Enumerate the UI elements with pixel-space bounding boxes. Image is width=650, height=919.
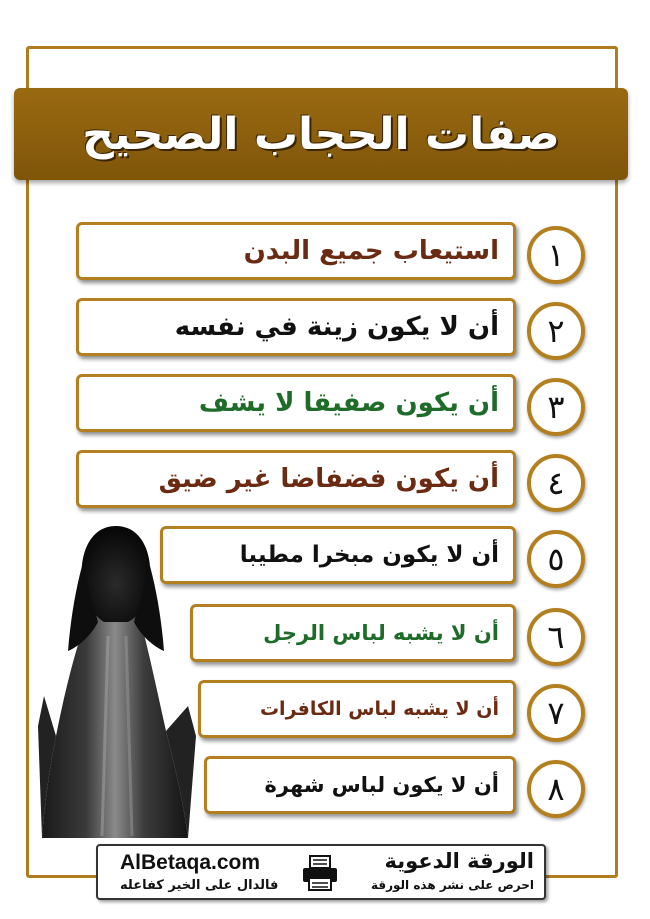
title-banner [14, 88, 628, 180]
list-item-7 [198, 680, 516, 738]
item-number-1: ١ [527, 226, 585, 284]
veiled-woman-illustration [38, 526, 196, 846]
list-item-3 [76, 374, 516, 432]
item-number-3: ٣ [527, 378, 585, 436]
item-number-6: ٦ [527, 608, 585, 666]
item-text-4: أن يكون فضفاضا غير ضيق [158, 464, 499, 494]
slogan-text: فالدال على الخير كفاعله [120, 878, 279, 893]
site-url[interactable]: AlBetaqa.com [120, 851, 261, 874]
item-text-5: أن لا يكون مبخرا مطيبا [239, 542, 499, 568]
list-item-1 [76, 222, 516, 280]
item-text-3: أن يكون صفيقا لا يشف [198, 388, 499, 418]
printer-icon [301, 854, 339, 892]
item-text-8: أن لا يكون لباس شهرة [264, 773, 499, 797]
item-text-1: استيعاب جميع البدن [243, 236, 499, 266]
item-text-7: أن لا يشبه لباس الكافرات [259, 698, 499, 720]
item-text-2: أن لا يكون زينة في نفسه [174, 312, 499, 342]
item-number-4: ٤ [527, 454, 585, 512]
list-item-5 [160, 526, 516, 584]
list-item-6 [190, 604, 516, 662]
footer-banner [96, 844, 546, 900]
list-item-4 [76, 450, 516, 508]
item-number-7: ٧ [527, 684, 585, 742]
list-item-2 [76, 298, 516, 356]
page-title: صفات الحجاب الصحيح [82, 108, 560, 160]
item-number-5: ٥ [527, 530, 585, 588]
item-text-6: أن لا يشبه لباس الرجل [263, 621, 499, 645]
item-number-2: ٢ [527, 302, 585, 360]
brand-name: الورقة الدعوية [384, 849, 534, 873]
tagline-text: احرص على نشر هذه الورقة [370, 878, 534, 892]
list-item-8 [204, 756, 516, 814]
item-number-8: ٨ [527, 760, 585, 818]
